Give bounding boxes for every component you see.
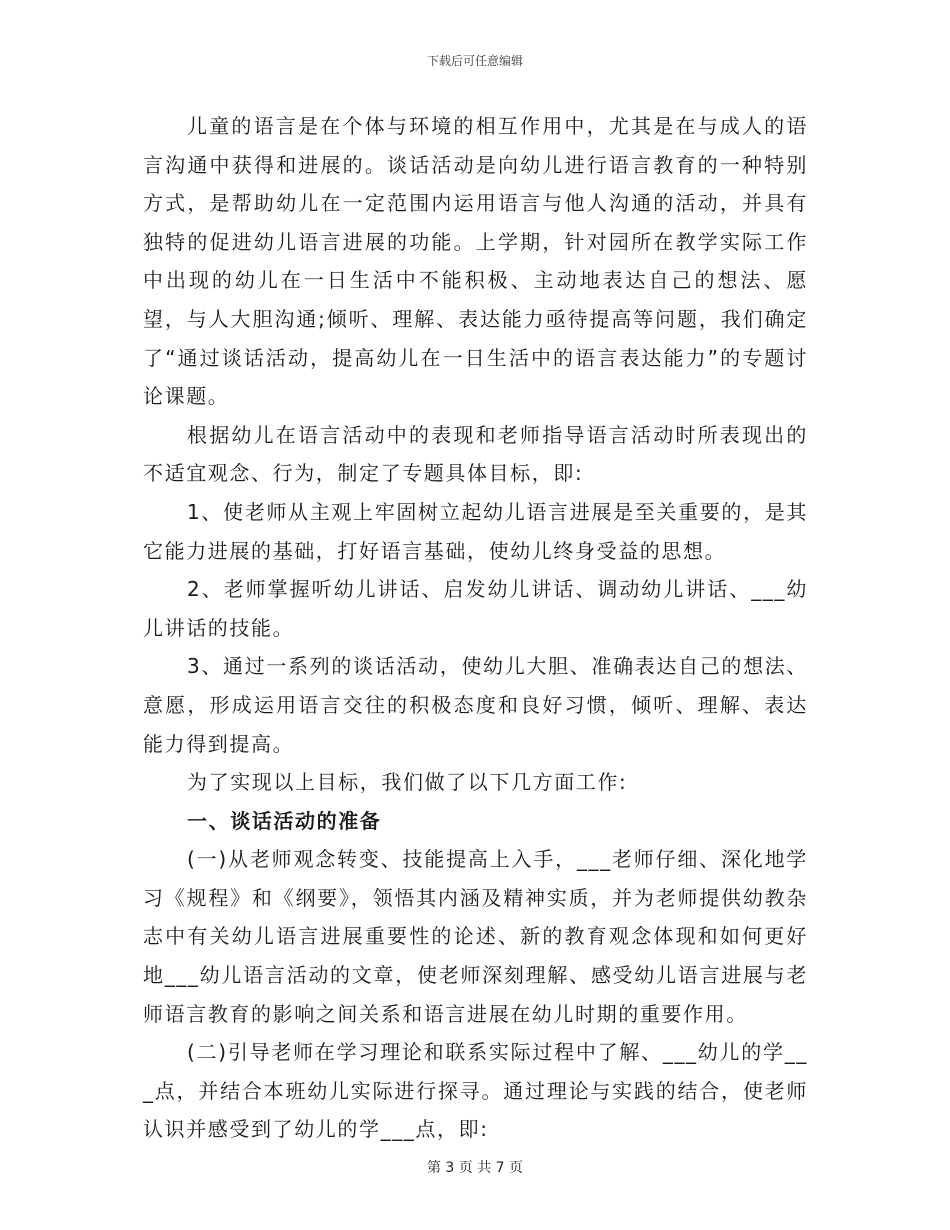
paragraph-intro: 儿童的语言是在个体与环境的相互作用中，尤其是在与成人的语言沟通中获得和进展的。谈话活动是向幼儿进行语言教育的一种特别方式，是帮助幼儿在一定范围内运用语言与他人沟通的活动，并具有独特的促进幼儿语言进展的功能。上学期，针对园所在教学实际工作中出现的幼儿在一日生活中不能积极、主动地表达自己的想法、愿望，与人大胆沟通;倾听、理解、表达能力亟待提高等问题，我们确定了“通过谈话活动，提高幼儿在一日生活中的语言表达能力”的专题讨论课题。: [143, 114, 808, 409]
paragraph-section-1: (一)从老师观念转变、技能提高上入手，___老师仔细、深化地学习《规程》和《纲要》，领悟其内涵及精神实质，并为老师提供幼教杂志中有关幼儿语言进展重要性的论述、新的教育观念体现和如何更好地___幼儿语言活动的文章，使老师深刻理解、感受幼儿语言进展与老师语言教育的影响之间关系和语言进展在幼儿时期的重要作用。: [143, 847, 808, 1026]
paragraph-work-intro: 为了实现以上目标，我们做了以下几方面工作:: [187, 770, 628, 795]
paragraph-goal-3: 3、通过一系列的谈话活动，使幼儿大胆、准确表达自己的想法、意愿，形成运用语言交往的积极态度和良好习惯，倾听、理解、表达能力得到提高。: [143, 654, 808, 756]
section-heading: 一、谈话活动的准备: [187, 808, 382, 833]
paragraph-goal-2: 2、老师掌握听幼儿讲话、启发幼儿讲话、调动幼儿讲话、___幼儿讲话的技能。: [143, 577, 808, 640]
paragraph-goals-intro: 根据幼儿在语言活动中的表现和老师指导语言活动时所表现出的不适宜观念、行为，制定了专题具体目标，即:: [143, 422, 808, 486]
page-header: 下载后可任意编辑: [426, 54, 523, 68]
paragraph-section-2: (二)引导老师在学习理论和联系实际过程中了解、___幼儿的学___点，并结合本班幼儿实际进行探寻。通过理论与实践的结合，使老师认识并感受到了幼儿的学___点，即:: [143, 1040, 808, 1142]
paragraph-goal-1: 1、使老师从主观上牢固树立起幼儿语言进展是至关重要的，是其它能力进展的基础，打好语言基础，使幼儿终身受益的思想。: [143, 499, 808, 563]
page-footer: 第 3 页 共 7 页: [426, 1160, 524, 1176]
document-body: [143, 107, 808, 1149]
